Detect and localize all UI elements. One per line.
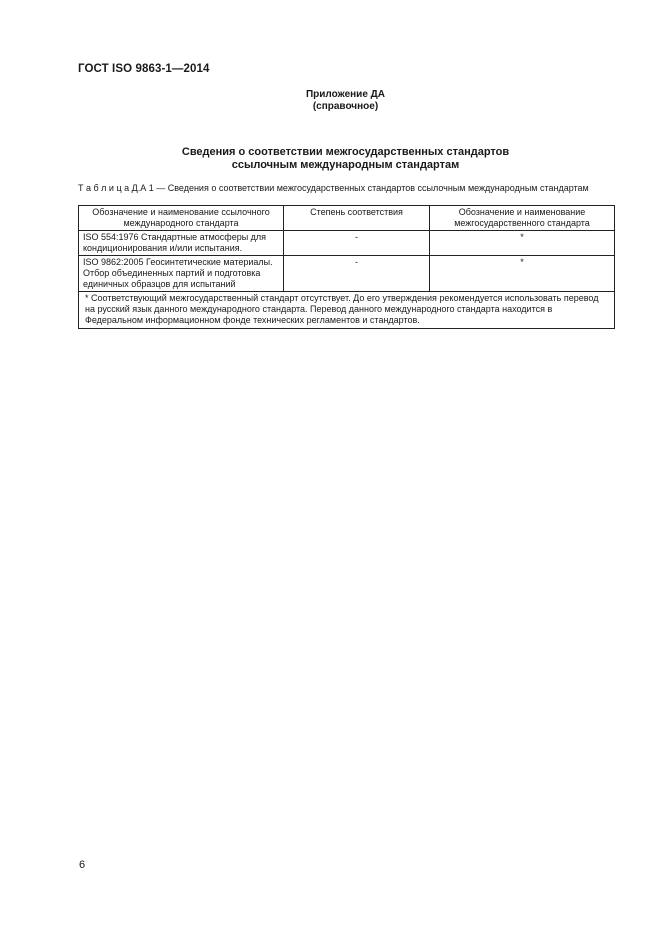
appendix-heading (0, 89, 661, 113)
table-footnote-row (79, 292, 615, 329)
document-code: ГОСТ ISO 9863-1—2014 (78, 63, 210, 75)
section-title-line2: ссылочным международным стандартам (231, 159, 460, 171)
cell-reference: ISO 554:1976 Стандартные атмосферы для кондиционирования и/или испытания. (79, 231, 284, 256)
appendix-title: Приложение ДА (305, 89, 386, 100)
table-footnote: * Соответствующий межгосударственный стандарт отсутствует. До его утверждения рекомендуется использовать перевод на русский язык данного международного стандарта. Перевод данного международного стандарта находится в Федеральном информационном фонде технических регламентов и стандартов. (79, 292, 615, 329)
cell-degree: - (284, 256, 430, 292)
column-header-reference: Обозначение и наименование ссылочного международного стандарта (79, 206, 284, 231)
column-header-standard: Обозначение и наименование межгосударственного стандарта (430, 206, 615, 231)
column-header-degree: Степень соответствия (284, 206, 430, 231)
cell-standard: * (430, 256, 615, 292)
appendix-subtitle: (справочное) (312, 101, 379, 112)
table-row (79, 256, 615, 292)
standards-table (78, 205, 615, 329)
table-caption-prefix: Т а б л и ц а Д.А 1 (78, 183, 154, 193)
cell-standard: * (430, 231, 615, 256)
page-number: 6 (79, 859, 86, 871)
cell-reference: ISO 9862:2005 Геосинтетические материалы. Отбор объединенных партий и подготовка единичных образцов для испытаний (79, 256, 284, 292)
table-row (79, 231, 615, 256)
table-caption (78, 183, 618, 193)
section-title-line1: Сведения о соответствии межгосударственных стандартов (181, 146, 510, 158)
cell-degree: - (284, 231, 430, 256)
table-caption-text: — Сведения о соответствии межгосударственных стандартов ссылочным международным стандартам (153, 183, 589, 193)
section-title (0, 146, 661, 172)
table-header-row (79, 206, 615, 231)
